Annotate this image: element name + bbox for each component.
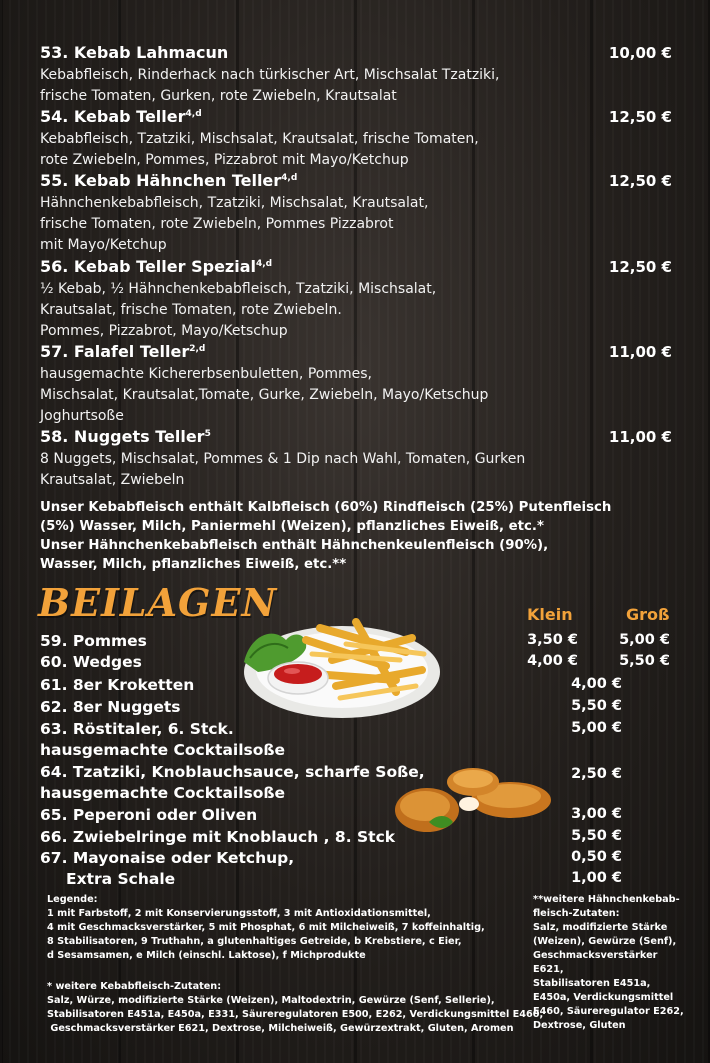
menu-item-description-line: frische Tomaten, Gurken, rote Zwiebeln, Krautsalat [40, 88, 397, 104]
menu-item-description-line: Kebabfleisch, Tzatziki, Mischsalat, Krautsalat, frische Tomaten, [40, 131, 479, 147]
menu-item-title [40, 342, 680, 362]
beilage-price: 3,00 € [571, 806, 622, 822]
legende-title: Legende: [47, 894, 98, 905]
menu-item [40, 342, 680, 362]
beilage-price: 5,50 € [571, 698, 622, 714]
menu-item-price: 11,00 € [608, 428, 672, 446]
menu-item-description-line: Hähnchenkebabfleisch, Tzatziki, Mischsalat, Krautsalat, [40, 195, 429, 211]
legende-line: 1 mit Farbstoff, 2 mit Konservierungsstoff, 3 mit Antioxidationsmittel, [47, 908, 431, 919]
beilage-price: 5,50 € [571, 828, 622, 844]
menu-item-description [40, 364, 600, 427]
beilage-price: 0,50 € [571, 849, 622, 865]
legende-line: d Sesamsamen, e Milch (einschl. Laktose), f Michprodukte [47, 950, 366, 961]
allergen-codes: 5 [204, 429, 211, 439]
legende [47, 893, 485, 963]
haehnchen-zutaten-line: E621, [533, 964, 564, 975]
menu-item-price: 12,50 € [608, 108, 672, 126]
menu-item-name: Kebab Teller [73, 107, 186, 126]
menu-item-number: 54. [40, 107, 69, 126]
beilage-item [40, 848, 294, 869]
menu-item [40, 171, 680, 191]
menu-item-description-line: ½ Kebab, ½ Hähnchenkebabfleisch, Tzatziki, Mischsalat, [40, 281, 437, 297]
haehnchen-zutaten-line: E460, Säureregulator E262, [533, 1006, 684, 1017]
menu-item-name: Kebab Hähnchen Teller [73, 171, 282, 190]
haehnchen-zutaten-line: Stabilisatoren E451a, [533, 978, 651, 989]
beilage-label: 59. Pommes [40, 632, 147, 650]
beilage-label: 60. Wedges [40, 653, 142, 671]
meat-info-line: Wasser, Milch, pflanzliches Eiweiß, etc.** [40, 557, 347, 572]
menu-item-title [40, 427, 680, 447]
haehnchen-zutaten [533, 893, 684, 1033]
beilage-price: 4,00 € [571, 676, 622, 692]
beilage-label: Extra Schale [66, 870, 176, 888]
menu-item [40, 257, 680, 277]
beilage-label: 67. Mayonaise oder Ketchup, [40, 849, 295, 867]
menu-item-description-line: Krautsalat, Zwiebeln [40, 472, 185, 488]
haehnchen-zutaten-line: Salz, modifizierte Stärke [533, 922, 668, 933]
meat-info [40, 498, 611, 574]
menu-item-number: 57. [40, 342, 69, 361]
beilage-label: 66. Zwiebelringe mit Knoblauch , 8. Stck [40, 828, 396, 846]
beilage-price-gross: 5,50 € [619, 653, 670, 669]
menu-item-title [40, 43, 680, 63]
haehnchen-zutaten-line: fleisch-Zutaten: [533, 908, 620, 919]
menu-item-title [40, 257, 680, 277]
menu-item-name: Kebab Teller Spezial [73, 257, 256, 276]
menu-item-title [40, 107, 680, 127]
beilage-item [40, 827, 395, 848]
haehnchen-zutaten-line: Geschmacksverstärker [533, 950, 658, 961]
beilage-price: 1,00 € [571, 870, 622, 886]
menu-item-number: 53. [40, 43, 69, 62]
menu-item-description-line: hausgemachte Kichererbsenbuletten, Pommes, [40, 366, 372, 382]
beilage-price: 5,00 € [571, 720, 622, 736]
beilage-item [40, 719, 285, 761]
menu-item-price: 10,00 € [608, 44, 672, 62]
beilage-price: 2,50 € [571, 766, 622, 782]
menu-item-description-line: Joghurtsoße [40, 408, 124, 424]
haehnchen-zutaten-line: (Weizen), Gewürze (Senf), [533, 936, 677, 947]
menu-item [40, 43, 680, 63]
allergen-codes: 2,d [189, 344, 206, 354]
menu-item-description [40, 193, 600, 256]
gross-header: Groß [626, 605, 670, 624]
menu-item-description [40, 449, 600, 491]
menu-item-number: 55. [40, 171, 69, 190]
menu-item-name: Kebab Lahmacun [73, 43, 229, 62]
kebab-zutaten-line: Salz, Würze, modifizierte Stärke (Weizen), Maltodextrin, Gewürze (Senf, Sellerie), [47, 995, 495, 1006]
menu-item-description-line: Pommes, Pizzabrot, Mayo/Ketschup [40, 323, 288, 339]
menu-item-description-line: Kebabfleisch, Rinderhack nach türkischer Art, Mischsalat Tzatziki, [40, 67, 500, 83]
beilage-label: hausgemachte Cocktailsoße [40, 741, 286, 759]
menu-item [40, 107, 680, 127]
menu-item-title [40, 171, 680, 191]
beilage-label: 64. Tzatziki, Knoblauchsauce, scharfe Soße, [40, 763, 425, 781]
menu-item-description-line: rote Zwiebeln, Pommes, Pizzabrot mit Mayo/Ketchup [40, 152, 409, 168]
menu-item-description-line: 8 Nuggets, Mischsalat, Pommes & 1 Dip nach Wahl, Tomaten, Gurken [40, 451, 526, 467]
fries-plate-image [236, 600, 442, 725]
beilage-label: 61. 8er Kroketten [40, 676, 195, 694]
menu-item-price: 11,00 € [608, 343, 672, 361]
haehnchen-zutaten-line: E450a, Verdickungsmittel [533, 992, 674, 1003]
klein-header: Klein [527, 605, 573, 624]
beilage-label: hausgemachte Cocktailsoße [40, 784, 286, 802]
beilage-item [66, 869, 175, 890]
beilage-item [40, 805, 257, 826]
kebab-zutaten-line: Geschmacksverstärker E621, Dextrose, Milcheiweiß, Gewürzextrakt, Gluten, Aromen [47, 1023, 514, 1034]
beilage-item [40, 675, 194, 696]
meat-info-line: (5%) Wasser, Milch, Paniermehl (Weizen), pflanzliches Eiweiß, etc.* [40, 519, 544, 534]
beilagen-title: BEILAGEN [38, 580, 278, 625]
beilage-price-klein: 3,50 € [527, 632, 578, 648]
menu-item-description-line: Mischsalat, Krautsalat,Tomate, Gurke, Zwiebeln, Mayo/Ketschup [40, 387, 489, 403]
allergen-codes: 4,d [185, 109, 202, 119]
menu-item-description [40, 279, 600, 342]
menu-item-description [40, 129, 600, 171]
menu-item-number: 56. [40, 257, 69, 276]
menu-item-price: 12,50 € [608, 172, 672, 190]
kebab-zutaten-title: * weitere Kebabfleisch-Zutaten: [47, 981, 222, 992]
beilage-label: 62. 8er Nuggets [40, 698, 181, 716]
beilage-label: 63. Röstitaler, 6. Stck. [40, 720, 234, 738]
menu-item-price: 12,50 € [608, 258, 672, 276]
beilage-label: 65. Peperoni oder Oliven [40, 806, 258, 824]
menu-item-name: Nuggets Teller [73, 427, 205, 446]
kebab-zutaten-line: Stabilisatoren E451a, E450a, E331, Säureregulatoren E500, E262, Verdickungsmittel E460, [47, 1009, 544, 1020]
legende-line: 4 mit Geschmacksverstärker, 5 mit Phosphat, 6 mit Milcheiweiß, 7 koffeinhaltig, [47, 922, 485, 933]
menu-item-description [40, 65, 600, 107]
allergen-codes: 4,d [281, 173, 298, 183]
menu-item-number: 58. [40, 427, 69, 446]
menu-item-description-line: Krautsalat, frische Tomaten, rote Zwiebeln. [40, 302, 342, 318]
allergen-codes: 4,d [256, 259, 273, 269]
beilage-item [40, 697, 181, 718]
menu-item-name: Falafel Teller [73, 342, 190, 361]
legende-line: 8 Stabilisatoren, 9 Truthahn, a glutenhaltiges Getreide, b Krebstiere, c Eier, [47, 936, 462, 947]
kebab-zutaten [47, 980, 543, 1036]
beilage-item [40, 762, 425, 804]
meat-info-line: Unser Hähnchenkebabfleisch enthält Hähnchenkeulenfleisch (90%), [40, 538, 549, 553]
haehnchen-zutaten-line: Dextrose, Gluten [533, 1020, 626, 1031]
menu-item-description-line: mit Mayo/Ketchup [40, 237, 167, 253]
haehnchen-zutaten-line: **weitere Hähnchenkebab- [533, 894, 680, 905]
menu-item [40, 427, 680, 447]
meat-info-line: Unser Kebabfleisch enthält Kalbfleisch (60%) Rindfleisch (25%) Putenfleisch [40, 500, 612, 515]
beilage-price-gross: 5,00 € [619, 632, 670, 648]
beilage-price-klein: 4,00 € [527, 653, 578, 669]
menu-item-description-line: frische Tomaten, rote Zwiebeln, Pommes Pizzabrot [40, 216, 394, 232]
